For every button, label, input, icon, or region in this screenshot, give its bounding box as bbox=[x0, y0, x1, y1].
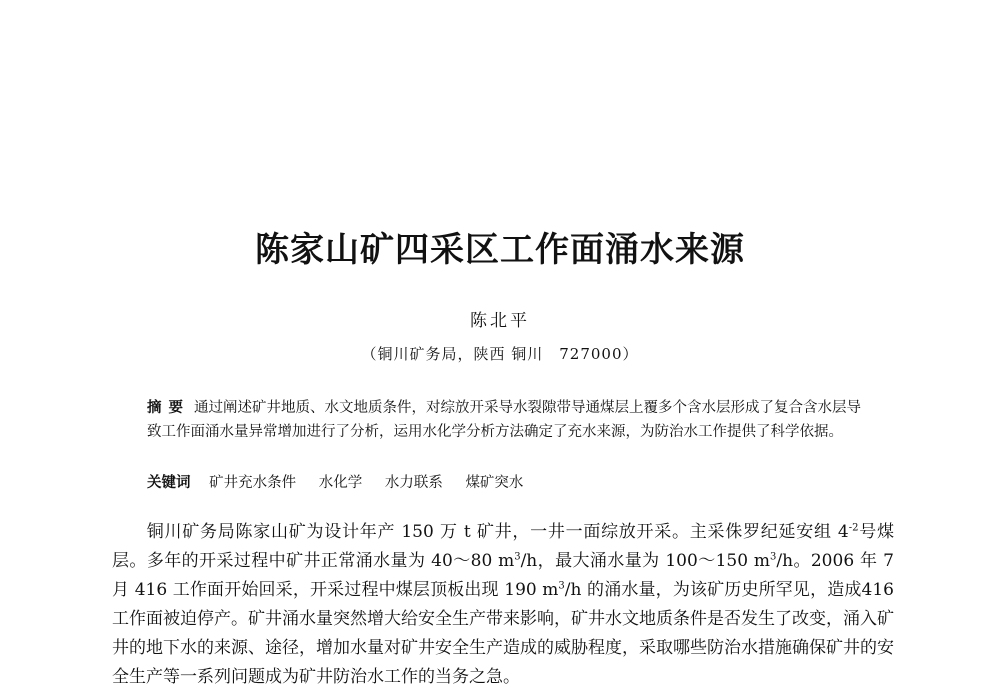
keyword-item: 煤矿突水 bbox=[465, 475, 524, 491]
abstract-label: 摘要 bbox=[147, 399, 190, 416]
body-text-segment: /h。2006 年 7 月 416 工作面开始回采，开采过程中煤层顶板出现 190 m bbox=[112, 551, 894, 600]
body-paragraph bbox=[112, 518, 894, 692]
keywords bbox=[147, 471, 867, 495]
superscript: -2 bbox=[848, 522, 859, 534]
superscript: 3 bbox=[558, 580, 565, 592]
abstract bbox=[147, 396, 867, 444]
keyword-item: 水力联系 bbox=[384, 475, 443, 491]
body-text-segment: /h 的涌水量，为该矿历史所罕见，造成416 工作面被迫停产。矿井涌水量突然增大给安全生产带来影响，矿井水文地质条件是否发生了改变，涌入矿井的地下水的来源、途径，增加水量对矿井安全生产造成的威胁程度，采取哪些防治水措施确保矿井的安全生产等一系列问题成为矿井防治水工作的当务之急。 bbox=[112, 580, 894, 687]
superscript: 3 bbox=[514, 551, 521, 563]
author-name: 陈北平 bbox=[470, 311, 530, 331]
paper-title: 陈家山矿四采区工作面涌水来源 bbox=[255, 230, 745, 270]
body-text-segment: /h，最大涌水量为 100～150 m bbox=[520, 551, 770, 571]
keywords-label: 关键词 bbox=[147, 474, 191, 491]
keyword-item: 矿井充水条件 bbox=[209, 475, 297, 491]
superscript: 3 bbox=[770, 551, 777, 563]
body-text-segment: 号煤层。多年的开采过程中矿井正常涌水量为 40～80 m bbox=[112, 522, 894, 571]
body-text-segment: 铜川矿务局陈家山矿为设计年产 150 万 t 矿井，一井一面综放开采。主采侏罗纪延安组 4 bbox=[146, 522, 849, 542]
keyword-item: 水化学 bbox=[318, 475, 363, 491]
author-affiliation: （铜川矿务局，陕西 铜川 727000） bbox=[361, 345, 639, 363]
abstract-text: 通过阐述矿井地质、水文地质条件，对综放开采导水裂隙带导通煤层上覆多个含水层形成了复合含水层导致工作面涌水量异常增加进行了分析，运用水化学分析方法确定了充水来源，为防治水工作提供了科学依据。 bbox=[147, 400, 861, 440]
